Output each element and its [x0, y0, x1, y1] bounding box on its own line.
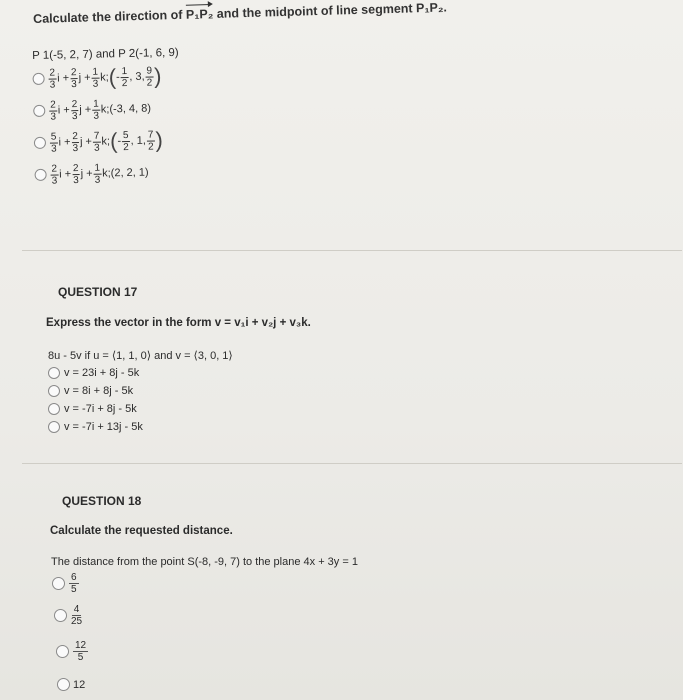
- radio-button[interactable]: [34, 169, 46, 181]
- option-label: v = 23i + 8j - 5k: [64, 367, 140, 379]
- q16-points: P 1(-5, 2, 7) and P 2(-1, 6, 9): [32, 46, 179, 62]
- q17-prompt: Express the vector in the form v = v₁i + v₂j + v₃k.: [46, 317, 311, 329]
- option-label: v = 8i + 8j - 5k: [64, 385, 134, 397]
- q16-heading-text-b: and the midpoint of line segment P₁P₂.: [213, 0, 448, 21]
- fraction: $\frac{5}{3}$: [50, 131, 57, 155]
- fraction: $\frac{1}{3}$: [92, 66, 99, 90]
- q18-question: The distance from the point S(-8, -9, 7) to the plane 4x + 3y = 1: [51, 556, 358, 568]
- fraction: $\frac{1}{3}$: [93, 98, 100, 122]
- radio-button[interactable]: [56, 645, 69, 658]
- divider: [22, 463, 682, 464]
- q16-vector-label: P₁P₂: [185, 6, 214, 22]
- fraction: $\frac{12}{5}$: [75, 640, 87, 663]
- fraction: $\frac{1}{3}$: [94, 162, 101, 186]
- fraction: $\frac{2}{3}$: [51, 163, 58, 187]
- radio-button[interactable]: [33, 105, 45, 117]
- q17-given: 8u - 5v if u = ⟨1, 1, 0⟩ and v = ⟨3, 0, 1⟩: [48, 349, 233, 362]
- radio-button[interactable]: [48, 385, 60, 397]
- q18-option-3[interactable]: [56, 640, 88, 663]
- q16-body: [32, 47, 182, 194]
- q16-heading-text-a: Calculate the direction of: [33, 7, 187, 26]
- fraction: $\frac{4}{25}$: [71, 604, 83, 627]
- q16-option-2[interactable]: $\frac{2}{3}$ i + $\frac{2}{3}$ j + $\frac{1}{3}$ k; (-3, 4, 8): [33, 95, 180, 124]
- q18-option-1[interactable]: [52, 572, 79, 595]
- radio-button[interactable]: [32, 73, 44, 85]
- q17-option-3[interactable]: [48, 400, 233, 418]
- q16-option-4[interactable]: $\frac{2}{3}$ i + $\frac{2}{3}$ j + $\frac{1}{3}$ k; (2, 2, 1): [34, 159, 181, 188]
- fraction: $\frac{7}{3}$: [93, 130, 100, 154]
- fraction: $\frac{6}{5}$: [71, 572, 77, 595]
- option-label: v = -7i + 8j - 5k: [64, 403, 137, 415]
- radio-button[interactable]: [52, 577, 65, 590]
- q16-heading: [33, 0, 447, 26]
- midpoint-x: $\frac{1}{2}$: [121, 65, 128, 89]
- fraction: $\frac{2}{3}$: [50, 99, 57, 123]
- radio-button[interactable]: [48, 403, 60, 415]
- q18-option-4[interactable]: [57, 678, 85, 691]
- midpoint-z: $\frac{9}{2}$: [146, 64, 153, 89]
- fraction: $\frac{2}{3}$: [49, 67, 56, 91]
- radio-button[interactable]: [34, 137, 46, 149]
- option-label: v = -7i + 13j - 5k: [64, 421, 143, 433]
- midpoint-z: $\frac{7}{2}$: [147, 128, 154, 153]
- q16-option-3[interactable]: $\frac{5}{3}$ i + $\frac{2}{3}$ j + $\frac{7}{3}$ k; ( - $\frac{5}{2}$ , 1, $\frac{7}{2}$ ): [34, 127, 181, 156]
- q17-body: [48, 346, 233, 436]
- q18-title: QUESTION 18: [62, 494, 142, 508]
- radio-button[interactable]: [54, 609, 67, 622]
- q17-option-4[interactable]: [48, 418, 233, 436]
- radio-button[interactable]: [48, 421, 60, 433]
- divider: [22, 250, 682, 251]
- q17-option-1[interactable]: [48, 364, 233, 382]
- q16-option-1[interactable]: $\frac{2}{3}$ i + $\frac{2}{3}$ j + $\frac{1}{3}$ k; ( - $\frac{1}{2}$ , 3, $\frac{9}{2}$ ): [32, 63, 179, 92]
- midpoint: (-3, 4, 8): [109, 102, 152, 116]
- q18-option-2[interactable]: [54, 604, 82, 627]
- fraction: $\frac{2}{3}$: [72, 162, 79, 186]
- radio-button[interactable]: [57, 678, 70, 691]
- fraction: $\frac{2}{3}$: [70, 66, 77, 90]
- midpoint: (2, 2, 1): [110, 166, 149, 180]
- q17-title: QUESTION 17: [58, 285, 138, 299]
- radio-button[interactable]: [48, 367, 60, 379]
- q17-option-2[interactable]: [48, 382, 233, 400]
- midpoint-x: $\frac{5}{2}$: [122, 129, 129, 153]
- q18-prompt: Calculate the requested distance.: [50, 525, 233, 537]
- option-label: 12: [73, 678, 86, 691]
- fraction: $\frac{2}{3}$: [71, 98, 78, 122]
- fraction: $\frac{2}{3}$: [72, 130, 79, 154]
